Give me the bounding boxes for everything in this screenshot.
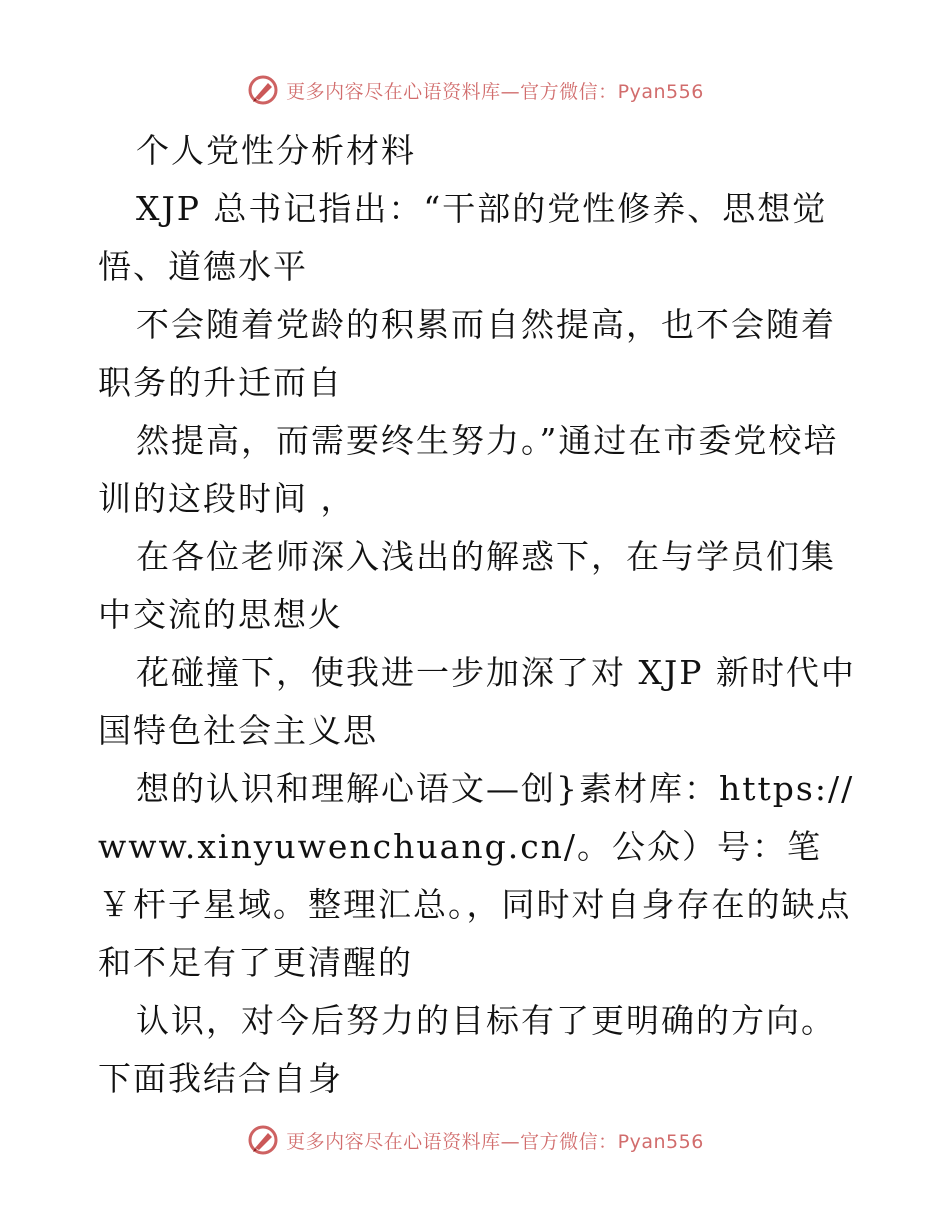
paragraph: 然提高，而需要终生努力。”通过在市委党校培训的这段时间 ， [98,421,839,518]
watermark-text: 更多内容尽在心语资料库—官方微信：Pyan556 [286,80,704,103]
paragraph: XJP 总书记指出：“干部的党性修养、思想觉悟、道德水平 [98,189,828,286]
paragraph: 花碰撞下，使我进一步加深了对 XJP 新时代中国特色社会主义思 [98,653,856,750]
pen-logo-icon [246,73,280,107]
footer-watermark [0,1120,950,1160]
paragraph: 不会随着党龄的积累而自然提高，也不会随着职务的升迁而自 [98,305,836,402]
pen-logo-icon [246,1123,280,1157]
paragraph: 想的认识和理解心语文—创}素材库：https://www.xinyuwenchuang.cn/。公众）号：笔￥杆子星域。整理汇总。，同时对自身存在的缺点和不足有了更清醒的 [98,769,855,982]
document-body [98,122,858,1108]
paragraph: 认识，对今后努力的目标有了更明确的方向。下面我结合自身 [98,1001,836,1098]
paragraph: 在各位老师深入浅出的解惑下，在与学员们集中交流的思想火 [98,537,836,634]
document-title: 个人党性分析材料 [136,131,416,170]
header-watermark [0,70,950,110]
watermark-text: 更多内容尽在心语资料库—官方微信：Pyan556 [286,1130,704,1153]
